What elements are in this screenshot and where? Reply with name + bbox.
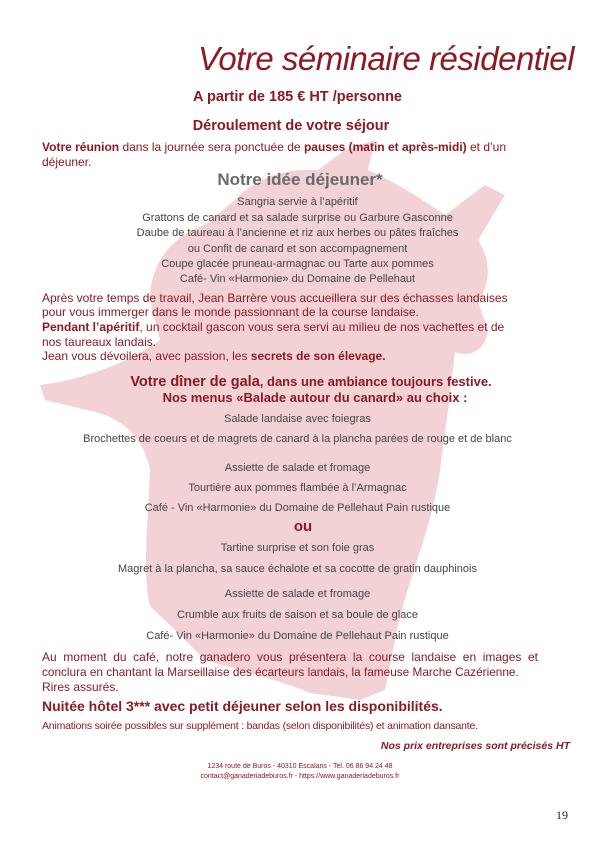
menu1-item: Salade landaise avec foiegras (224, 413, 371, 425)
dejeuner-item: Grattons de canard et sa salade surprise ou Garbure Gasconne (142, 212, 453, 224)
sejour-line-2: déjeuner. (42, 155, 92, 169)
pauses-label: pauses (matin et après-midi) (303, 140, 467, 154)
reunion-label: Votre réunion (42, 140, 120, 154)
gala-heading-main: Votre dîner de gala (130, 374, 260, 390)
apres-line-4: nos taureaux landais. (42, 335, 157, 349)
menu2-item: Café- Vin «Harmonie» du Domaine de Pellehaut Pain rustique (146, 630, 449, 642)
gala-subheading: Nos menus «Balade autour du canard» au choix : (162, 390, 468, 405)
secrets-label: secrets de son élevage. (250, 349, 386, 363)
sejour-line-1 (42, 141, 506, 155)
dejeuner-heading: Notre idée déjeuner* (217, 170, 383, 189)
footer-contact: contact@ganaderiadeburos.fr - https://www.ganaderiadeburos.fr (200, 773, 400, 780)
apres-line-5 (42, 350, 386, 364)
dejeuner-item: Sangria servie à l’apéritif (237, 196, 358, 208)
menu1-item: Assiette de salade et fromage (224, 462, 371, 474)
aperitif-text: , un cocktail gascon vous sera servi au milieu de nos vachettes et de (139, 320, 505, 334)
footer-address: 1234 route de Buros - 40310 Escalans - Tel. 06 86 94 24 48 (207, 763, 393, 770)
gala-heading-tail: , dans une ambiance toujours festive. (259, 374, 492, 389)
or-separator: ou (293, 518, 313, 535)
animations-line: Animations soirée possibles sur supplément : bandas (selon disponibilités) et animation dansante. (42, 720, 478, 732)
menu1-item: Brochettes de coeurs et de magrets de canard à la plancha parées de rouge et de blanc (83, 433, 512, 445)
apres-line-3 (42, 321, 504, 335)
dejeuner-item: Café- Vin «Harmonie» du Domaine de Pellehaut (179, 273, 416, 285)
page-number: 19 (556, 808, 568, 822)
menu1-item: Café - Vin «Harmonie» du Domaine de Pellehaut Pain rustique (144, 502, 451, 514)
sejour-text-b: et d’un (466, 140, 507, 154)
dejeuner-item: Daube de taureau à l’ancienne et riz aux herbes ou pâtes fraîches (136, 227, 459, 239)
cafe-line-1: Au moment du café, notre ganadero vous présentera la course landaise en images et (42, 650, 538, 664)
menu2-item: Assiette de salade et fromage (224, 588, 371, 600)
cafe-line-3: Rires assurés. (42, 680, 119, 694)
menu2-item: Magret à la plancha, sa sauce échalote et sa cocotte de gratin dauphinois (118, 563, 477, 575)
devoilera-text: Jean vous dévoilera, avec passion, les (42, 349, 251, 363)
prix-note: Nos prix entreprises sont précisés HT (380, 740, 570, 752)
page-title: Votre séminaire résidentiel (198, 40, 574, 77)
cafe-line-2: conclura en chantant la Marseillaise des écarteurs landais, la fameuse Marche Cazérienne. (42, 665, 519, 679)
sejour-text-a: dans la journée sera ponctuée de (119, 140, 304, 154)
dejeuner-item: Coupe glacée pruneau-armagnac ou Tarte aux pommes (161, 258, 434, 270)
aperitif-label: Pendant l’apéritif (42, 320, 140, 334)
menu2-item: Tartine surprise et son foie gras (220, 542, 375, 554)
menu1-item: Tourtière aux pommes flambée à l’Armagnac (188, 482, 407, 494)
menu2-item: Crumble aux fruits de saison et sa boule de glace (177, 609, 418, 621)
apres-line-1: Après votre temps de travail, Jean Barrère vous accueillera sur des échasses landaises (42, 291, 508, 305)
price-line: A partir de 185 € HT /personne (193, 89, 402, 105)
dejeuner-item: ou Confit de canard et son accompagnement (187, 243, 408, 255)
gala-heading (0, 373, 595, 391)
sejour-heading: Déroulement de votre séjour (192, 118, 390, 134)
apres-line-2: pour vous immerger dans le monde passionnant de la course landaise. (42, 305, 419, 319)
hotel-line: Nuitée hôtel 3*** avec petit déjeuner selon les disponibilités. (42, 698, 443, 714)
